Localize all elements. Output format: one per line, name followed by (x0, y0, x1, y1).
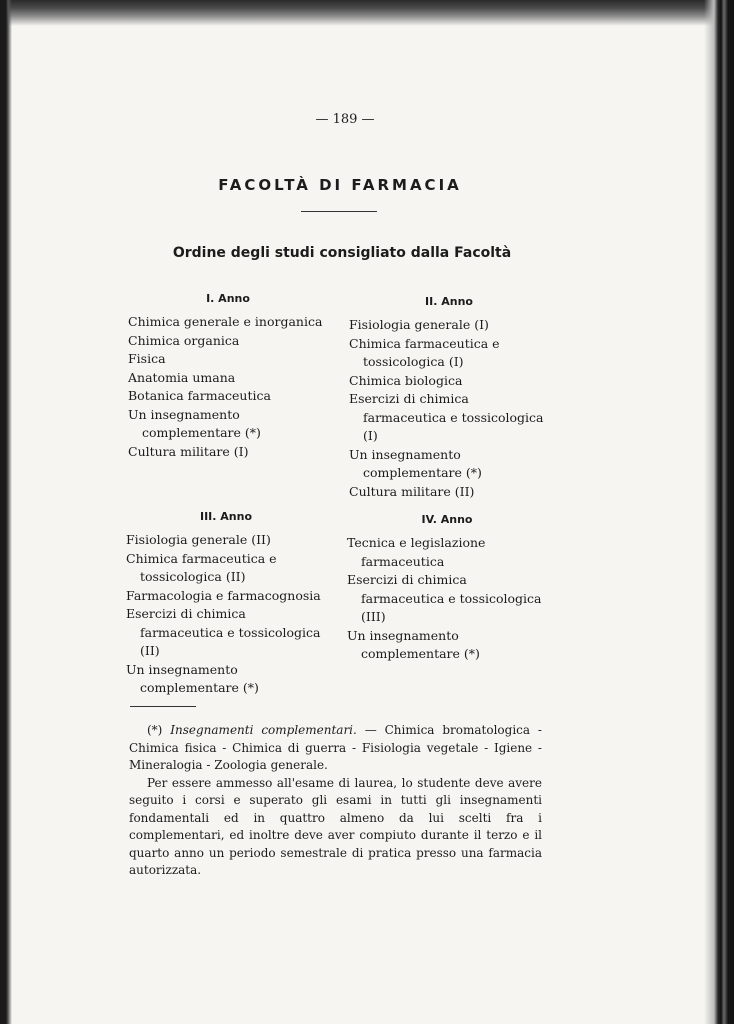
page-number: — 189 — (315, 112, 375, 127)
year-heading: II. Anno (425, 295, 473, 308)
course-item: Chimica organica (128, 332, 240, 348)
course-list (128, 313, 328, 461)
year-block-3 (126, 510, 326, 698)
course-item: Un insegnamento complementare (*) (347, 627, 480, 661)
course-item: Tecnica e legislazione farmaceutica (347, 535, 486, 569)
course-item: Farmacologia e farmacognosia (126, 587, 321, 603)
footnote-label: Insegnamenti complementari. (170, 723, 357, 737)
scan-edge-left (0, 0, 12, 1024)
course-item: Un insegnamento complementare (*) (349, 446, 482, 480)
course-item: Chimica biologica (349, 372, 463, 388)
course-item: Cultura militare (I) (128, 443, 249, 459)
scan-edge-top (0, 0, 734, 26)
year-block-4 (347, 513, 547, 664)
footnote-text: — Chimica bromatologica - Chimica fisica - Chimica di guerra - Fisiologia vegetale - Igiene - Mineralogia - Zoologia generale. (129, 723, 542, 772)
year-block-1 (128, 292, 328, 461)
course-item: Fisiologia generale (I) (349, 317, 489, 332)
course-item: Chimica generale e inorganica (128, 314, 323, 329)
course-list (347, 534, 547, 664)
title-divider (301, 211, 377, 212)
year-heading: III. Anno (199, 510, 253, 523)
course-item: Esercizi di chimica farmaceutica e tossicologica (III) (347, 572, 542, 624)
footnote-marker: (*) (147, 723, 163, 737)
scan-edge-right (704, 0, 734, 1024)
footnote (129, 722, 542, 880)
section-subtitle: Ordine degli studi consigliato dalla Facoltà (172, 245, 512, 261)
course-item: Un insegnamento complementare (*) (128, 406, 261, 440)
footnote-intro (129, 722, 542, 775)
page-title: FACOLTÀ DI FARMACIA (218, 176, 462, 194)
course-list (349, 316, 549, 501)
course-item: Fisica (128, 351, 166, 366)
footnote-paragraph: Per essere ammesso all'esame di laurea, lo studente deve avere seguito i corsi e superato gli esami in tutti gli insegnamenti fondamentali ed in quattro almeno da lui scelti fra i complementari, ed inoltre deve aver compiuto durante il terzo e il quarto anno un periodo semestrale di pratica presso una farmacia autorizzata. (129, 775, 542, 877)
footnote-divider (130, 706, 196, 707)
year-heading: IV. Anno (421, 513, 473, 526)
course-item: Esercizi di chimica farmaceutica e tossicologica (II) (126, 606, 321, 658)
year-block-2 (349, 295, 549, 501)
course-list (126, 531, 326, 698)
course-item: Cultura militare (II) (349, 483, 475, 499)
course-item: Chimica farmaceutica e tossicologica (I) (349, 335, 500, 369)
course-item: Anatomia umana (128, 369, 236, 385)
course-item: Fisiologia generale (II) (126, 532, 271, 547)
course-item: Un insegnamento complementare (*) (126, 661, 259, 695)
year-heading: I. Anno (206, 292, 250, 305)
course-item: Chimica farmaceutica e tossicologica (II) (126, 550, 277, 584)
course-item: Esercizi di chimica farmaceutica e tossicologica (I) (349, 391, 544, 443)
course-item: Botanica farmaceutica (128, 388, 271, 403)
